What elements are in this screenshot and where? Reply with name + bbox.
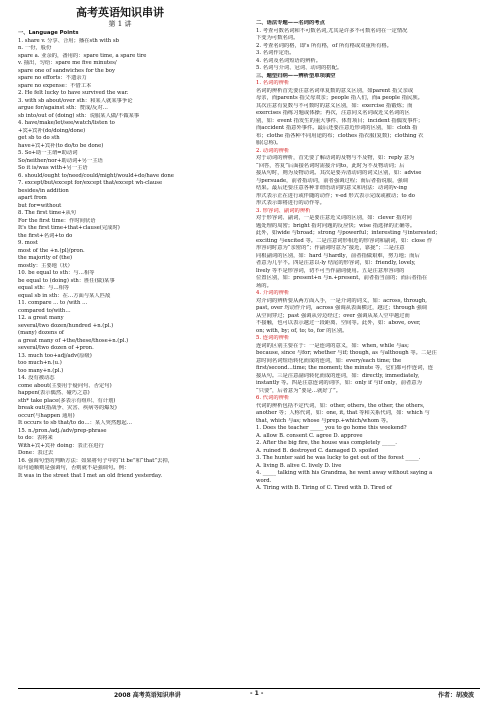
right-text-line: A. Tiring with B. Tiring of C. Tired with D. Tired of: [256, 485, 392, 491]
left-text-line: several/two dozen/hundred +n.(pl.): [18, 322, 114, 329]
right-text-line: 3. The hunter said he was lucky to get out of the forest _____.: [256, 455, 421, 461]
document-title: 高考英语知识串讲: [76, 6, 164, 19]
left-text-line: besides/in addition: [18, 187, 69, 194]
left-text-line: a great many of +the/these/those+n.(pl.): [18, 337, 129, 344]
left-text-line: 1. share v. 分享、合用；播在sth with sb: [18, 37, 119, 44]
right-text-line: 6. 代词的辨析: [256, 395, 290, 401]
right-text-line: 接从句。三是注意副词转化而成的连词，如：directly, immediately,: [256, 372, 420, 379]
left-text-line: n. 一份，股份: [18, 45, 52, 51]
right-text-line: 1. 考查可数名词和不可数名词,尤其是许多不可数名词在一定情况: [256, 27, 408, 34]
right-text-line: “回答，答复”后面接名词时需接介词to，此时为不及物动词；后: [256, 162, 405, 169]
right-text-line: 3. 形容词、副词的辨析: [256, 207, 311, 214]
right-text-line: 母亲，而parents 指父母双亲；people 指人们，而a people 指民族。: [256, 95, 423, 101]
right-text-line: 对介词的辨析要从两方面入手，一是介词的词义，如：across, through,: [256, 297, 427, 304]
left-text-line: 15. n./pron./adj./adv/prep-phrase: [18, 427, 107, 434]
left-text-line: 13. much too+adj/adv(原级): [18, 352, 92, 359]
right-column: [256, 20, 480, 493]
right-text-line: A. living B. alive C. lively D. live: [256, 462, 342, 469]
right-text-line: 意时间名词短语转化而成的连词，如：every/each time; the: [256, 357, 402, 364]
right-text-line: 3. 名词作定语。: [256, 50, 295, 56]
left-text-line: apart from: [18, 195, 47, 201]
left-text-line: happen(表示偶然、碰巧之意): [18, 390, 90, 396]
right-text-line: 4. _____ talking with his Grandma, he went away without saying a: [256, 470, 433, 476]
lecture-number: 第 1 讲: [108, 20, 132, 28]
left-text-line: the first+名词+to do: [18, 232, 73, 239]
left-text-line: 10. be equal to sth：与…相等: [18, 270, 95, 276]
right-text-line: 三、题型归纳——辨析型单项填空: [256, 72, 336, 79]
left-text-line: v. 抽出，匀给：spare me five minutes/: [18, 60, 117, 66]
left-text-line: come about(主要用于疑问句、否定句): [18, 382, 112, 389]
left-text-line: spare no efforts：不遗余力: [18, 75, 87, 81]
left-text-line: 14. 没有被动态: [18, 375, 55, 381]
right-text-line: 形容词时意为“亲密的”；作副词时意为“接近，靠拢”；二是注意: [256, 245, 405, 251]
right-text-line: 位置区别，如：present+n 与n.+present，前者指当前的；而后者指在: [256, 275, 428, 281]
left-text-line: be equal to (doing) sth：胜任(做)某事: [18, 277, 115, 284]
right-text-line: instantly 等。四是注意连词的词序，如：only if 与if only，前者意为: [256, 380, 422, 386]
right-text-line: on; with, by; of, to; to, for 的区别。: [256, 327, 348, 334]
right-text-line: 结果。最后还要注意各种非谓语动词的意义和用法：动词的v-ing: [256, 185, 407, 191]
right-text-line: 2. 动词的辨析: [256, 147, 290, 154]
right-text-line: “只要”，后者意为“要是…就好了”。: [256, 387, 341, 394]
right-text-line: 下变为可数名词。: [256, 35, 299, 41]
left-text-line: +宾+宾补(do/doing/done): [18, 127, 86, 134]
left-text-line: get sb to do sth: [18, 135, 60, 141]
right-text-line: 同根副词的区别，如：hard 与hardly，前者指做艰难，努力地；而后: [256, 252, 420, 259]
right-text-line: 场的。: [256, 282, 272, 289]
left-text-line: sb into/out of (doing) sth：说服某人做/不做某事: [18, 112, 140, 119]
left-text-line: the majority of (the): [18, 255, 73, 261]
page-number: - 1 -: [250, 690, 264, 697]
right-text-line: that, which 与as; whose 与prep.+which/whom 等。: [256, 417, 392, 424]
right-text-line: A. allow B. consent C. agree D. approve: [256, 432, 363, 439]
right-text-line: 接从句时，则为及物动词。其次是要弄清动词的词义区别，如：advise: [256, 170, 422, 176]
left-text-line: So it is/was with+另一主语: [18, 165, 88, 171]
left-text-line: compared to/with…: [18, 307, 71, 314]
right-text-line: 布；clothe 指各种不同用途的布；clothes 指衣服(复数)；clothing 衣: [256, 132, 424, 139]
left-text-line: spare a. 业余的，备用的：spare time, a spare tire: [18, 52, 147, 59]
right-text-line: 5. 连词的辨析: [256, 335, 290, 341]
left-text-line: 2. He felt lucky to have survived the war.: [18, 90, 129, 96]
right-text-line: 不接触，也可以表示越过一段距离、空间等。此外，如：above, over,: [256, 320, 421, 326]
right-text-line: 而accident 指意外事件。最后还要注意近形词的区别，如：cloth 指: [256, 125, 418, 131]
left-text-line: 一、Language Points: [18, 30, 79, 36]
right-text-line: exercises 指练习题或体操；再次，注意同义名词或近义名词的区: [256, 110, 410, 116]
left-text-line: (many) dozens of: [18, 330, 64, 336]
left-text-line: 12. a great many: [18, 315, 64, 321]
right-text-line: 别，如：event 指发生的重大事件、体育项目；incident 指偶发事件；: [256, 117, 424, 124]
right-text-line: 服(总称)。: [256, 140, 282, 146]
left-text-line: have+宾+宾补(to do/to be done): [18, 142, 104, 149]
right-text-line: 1. 名词的辨析: [256, 80, 290, 86]
left-text-line: It's the first time+that+clause(完成时): [18, 225, 120, 231]
left-text-line: to do：表将来: [18, 435, 53, 441]
right-text-line: 与persuade，前者指动词，前者强调过程；而后者指说服，强调: [256, 177, 408, 184]
right-text-line: 形式表示即将进行的动作等。: [256, 200, 325, 206]
left-text-line: break out(指战争、灾害、疾病等的爆发): [18, 405, 117, 411]
right-text-line: 4. 介词的辨析: [256, 290, 290, 296]
right-text-line: 代词的辨析包括不定代词，如：other, others, the other, the others,: [256, 402, 425, 409]
left-text-line: With+宾+宾补 doing：表正在进行: [18, 442, 104, 449]
right-text-line: 1. Does the teacher _____ you to go home this weekend?: [256, 425, 407, 431]
right-text-line: 4. 名词及名词短语的辨析。: [256, 57, 322, 64]
left-text-line: too much+n.(u.): [18, 360, 62, 366]
left-text-line: 8. The first time+从句: [18, 210, 77, 216]
left-text-line: most of the +n.(pl)/pron.: [18, 247, 85, 254]
right-text-line: 其次注意有复数与不可数时的意义区别，如：exercise 指锻炼；而: [256, 102, 413, 109]
left-text-line: spare one of sandwiches for the boy: [18, 67, 115, 74]
author-text: 作者：胡凌波: [437, 692, 474, 699]
left-text-line: several/two dozen of +pron.: [18, 345, 94, 351]
left-text-line: 11. compare ... to /with ...: [18, 300, 88, 306]
left-text-line: So/neither/nor+助动词+另一主语: [18, 157, 103, 164]
left-text-line: but for=without: [18, 202, 62, 209]
left-text-line: 4. have/make/let/see/watch/listen to: [18, 120, 115, 126]
left-text-line: 3. with sb about/over sth：和某人就某事争论: [18, 97, 133, 104]
left-column: [18, 30, 246, 480]
left-text-line: It occurs to sb that/to do…：某人突然想起…: [18, 420, 133, 426]
right-text-line: A. ruined B. destroyed C. damaged D. spoiled: [256, 447, 379, 454]
right-text-line: exciting 与excited 等。二是注意词形相近的形容词和副词，如：close 作: [256, 237, 433, 244]
right-text-line: 从空间穿过；past 强调从旁边经过；over 强调从某人空中越过而: [256, 312, 410, 319]
right-text-line: 此外，如wide 与broad；strong 与powerful；interesting 与interested；: [256, 230, 441, 236]
left-text-line: 原句通顺则是强调句，否则就不是强调句。例：: [18, 465, 130, 471]
left-text-line: equal sth：与…相等: [18, 285, 70, 291]
left-text-line: 9. most: [18, 240, 38, 246]
left-text-line: Done：表过去: [18, 450, 54, 456]
right-text-line: 名词的辨析首先要注意名词单复数的意义区别，如parent 指父亲或: [256, 87, 414, 94]
right-text-line: lively 等不是形容词，切不可当作副词使用。五是注意形容词的: [256, 267, 405, 274]
right-text-line: because, since 与for; whether 与if; though, as 与although 等。二是注: [256, 350, 437, 356]
right-text-line: another 等；人称代词，如：one, it, that 等和关系代词，如：which 与: [256, 410, 430, 416]
left-text-line: mostly：主要地（状）: [18, 262, 73, 269]
right-text-line: 者意为几乎不。四是注意以-ly 结尾的形容词，如：friendly, lovely,: [256, 260, 416, 266]
right-text-line: first/second…time; the moment; the minute 等，它们都可作连词，连: [256, 365, 434, 371]
left-text-line: occur(与happen 通用): [18, 412, 75, 419]
right-text-line: 二、语法专题——名词的考点: [256, 20, 325, 26]
left-text-line: 6. should/ought to/need/could/might/would+do/have done: [18, 172, 174, 179]
right-text-line: 2. After the big fire, the house was completely _____.: [256, 440, 397, 446]
page-footer: [18, 688, 480, 698]
right-text-line: 对于动词的辨析，首先要了解动词的及物与不及物，如：reply 意为: [256, 155, 415, 161]
right-text-line: word.: [256, 477, 272, 484]
left-text-line: 16. 强调句型的判断方法：如果将句子中的“it be”和“that”去掉，: [18, 457, 174, 464]
footer-left-text: 2008 高考英语知识串讲: [114, 692, 181, 699]
right-text-line: 5. 名词与介词、冠词、动词的搭配。: [256, 65, 343, 71]
right-text-line: past, over 均动作介词，across 强调从表面横过，越过；through 强调: [256, 305, 428, 311]
left-text-line: sth* take place(多表示有组织、有计划): [18, 397, 116, 404]
right-text-line: 对于形容词、副词，一是要注意近义词的区别，如：clever 指对问: [256, 215, 412, 221]
right-text-line: 题处理的周密；bright 指对问题的反应快；wise 指选择的正确等。: [256, 222, 416, 229]
left-text-line: 7. except/but/except for/except that/except wh-clause: [18, 180, 163, 186]
left-text-line: It was in the street that I met an old friend yesterday.: [18, 472, 163, 479]
right-text-line: 连词的区别主要在于：一是连词的意义，如：when, while 与as;: [256, 342, 409, 349]
left-text-line: equal sb in sth：在…方面与某人匹敌: [18, 292, 111, 299]
left-text-line: spare no expense：不惜工本: [18, 82, 92, 89]
left-text-line: 5. So+助一主谓=助动词: [18, 150, 78, 156]
left-text-line: too many+n.(pl.): [18, 367, 64, 374]
right-text-line: 形式表示正在进行或伴随的动作；v-ed 形式表示完成或被动；to do: [256, 192, 415, 199]
right-text-line: 2. 考查名词的格，即's 所有格，of 所有格或双重所有格。: [256, 42, 392, 49]
left-text-line: For the first time：作时间状语: [18, 217, 96, 224]
left-text-line: argue for/against sth：赞成/反对…: [18, 105, 108, 111]
